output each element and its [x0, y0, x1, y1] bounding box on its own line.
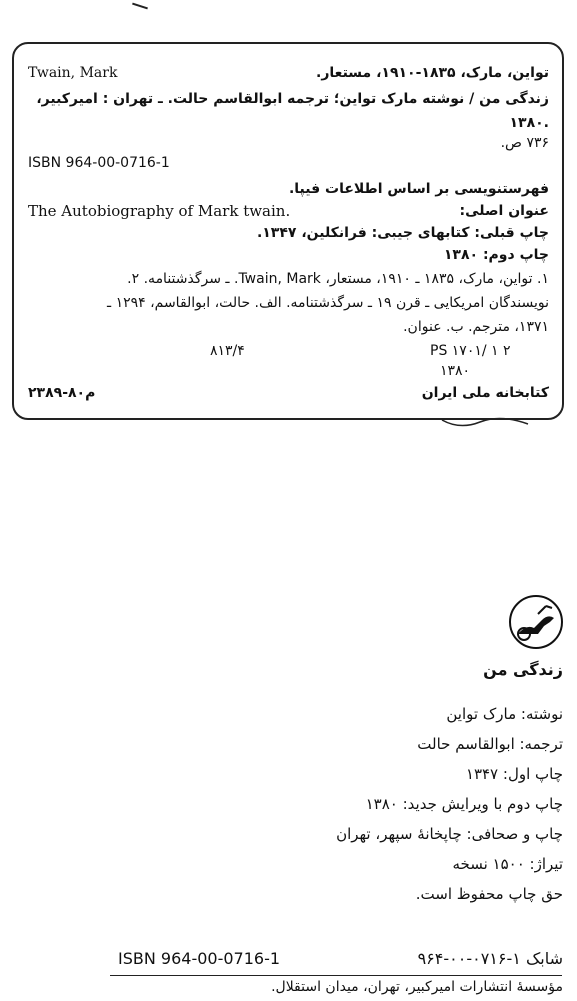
- original-title: The Autobiography of Mark twain.: [28, 202, 291, 220]
- national-library: کتابخانه ملی ایران: [421, 385, 549, 401]
- isbn-divider: [110, 975, 562, 976]
- colophon-isbn-persian: شابک ۱-۰۷۱۶-۰۰-۹۶۴: [417, 949, 563, 968]
- scan-mark: [132, 3, 148, 10]
- lc-class: PS ۱۷۰۱/ ۱ ۲: [430, 343, 511, 359]
- torn-edge-mark: [440, 414, 530, 432]
- colophon-first-print: چاپ اول: ۱۳۴۷: [465, 765, 563, 783]
- subject-line-2: نویسندگان امریکایی ـ قرن ۱۹ ـ سرگذشتنامه. الف. حالت، ابوالقاسم، ۱۲۹۴ ـ: [107, 295, 549, 311]
- subject-line-3: ۱۳۷۱، مترجم. ب. عنوان.: [403, 319, 549, 335]
- colophon-printer: چاپ و صحافی: چاپخانهٔ سپهر، تهران: [336, 825, 563, 843]
- second-edition: چاپ دوم: ۱۳۸۰: [443, 247, 549, 263]
- colophon-rights: حق چاپ محفوظ است.: [415, 885, 563, 903]
- previous-edition: چاپ قبلی: کتابهای جیبی: فرانکلین، ۱۳۴۷.: [256, 225, 549, 241]
- author-heading: تواین، مارک، ۱۸۳۵-۱۹۱۰، مستعار.: [316, 65, 549, 81]
- record-number: م۸۰-۲۳۸۹: [28, 385, 96, 401]
- original-title-label: عنوان اصلی:: [459, 203, 549, 219]
- subject-line-1: ۱. تواین، مارک، ۱۸۳۵ ـ ۱۹۱۰، مستعار، Twain, Mark. ـ سرگذشتنامه. ۲.: [127, 271, 549, 287]
- colophon-isbn-latin: ISBN 964-00-0716-1: [118, 949, 281, 968]
- lc-year: ۱۳۸۰: [440, 363, 471, 379]
- page-count: ۷۳۶ ص.: [500, 135, 549, 151]
- isbn-card: ISBN 964-00-0716-1: [28, 155, 170, 171]
- chariot-logo-icon: [508, 594, 564, 650]
- dewey-number: ۸۱۳/۴: [210, 343, 245, 359]
- publication-year: ۱۳۸۰.: [509, 115, 549, 131]
- author-latin: Twain, Mark: [28, 65, 118, 81]
- fipa-note: فهرستنویسی بر اساس اطلاعات فیپا.: [288, 181, 549, 197]
- colophon-circulation: تیراژ: ۱۵۰۰ نسخه: [452, 855, 563, 873]
- colophon-author: نوشته: مارک تواین: [446, 705, 563, 723]
- colophon-translator: ترجمه: ابوالقاسم حالت: [417, 735, 563, 753]
- book-title: زندگی من: [483, 660, 563, 679]
- colophon-second-print: چاپ دوم با ویرایش جدید: ۱۳۸۰: [365, 795, 563, 813]
- title-statement: زندگی من / نوشته مارک تواین؛ ترجمه ابوالقاسم حالت. ـ تهران : امیرکبیر،: [36, 91, 549, 107]
- publisher-address: مؤسسهٔ انتشارات امیرکبیر، تهران، میدان استقلال.: [271, 979, 563, 995]
